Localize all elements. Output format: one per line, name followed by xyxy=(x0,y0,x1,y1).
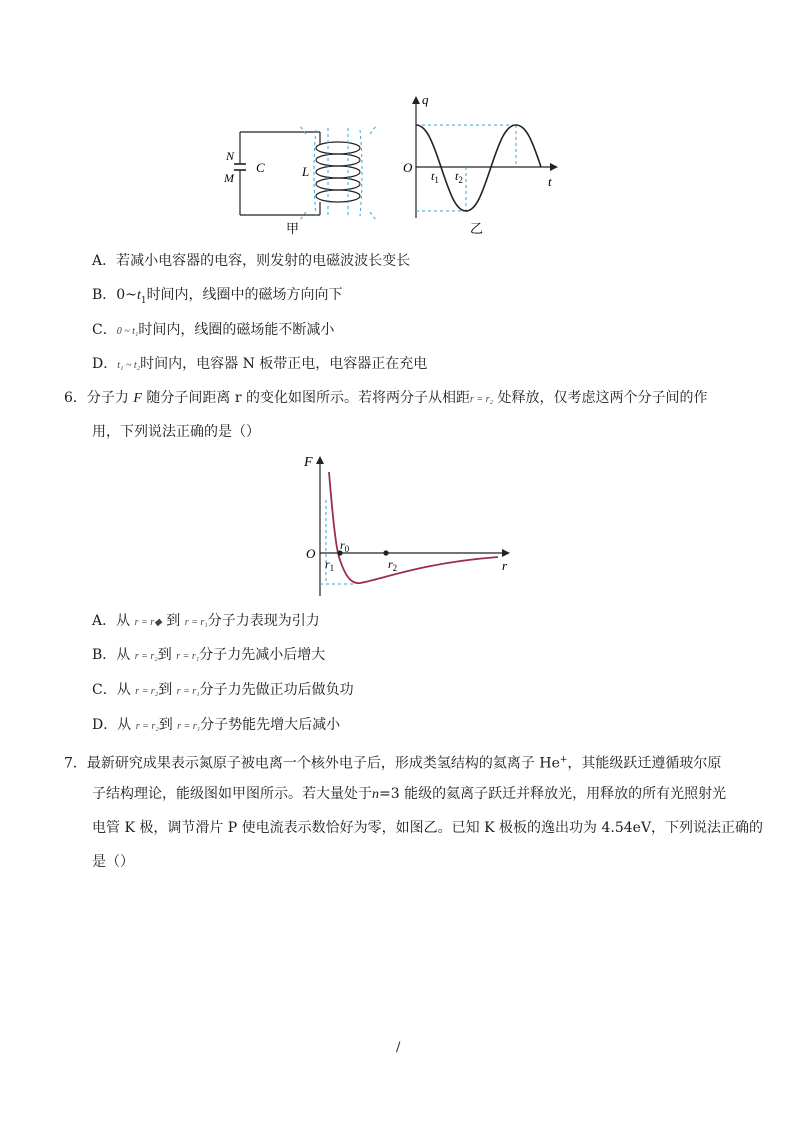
origin-label: O xyxy=(403,160,413,175)
lc-circuit-figure xyxy=(220,90,580,240)
q5-option-a: A．若减小电容器的电容，则发射的电磁波波长变长 xyxy=(92,253,411,269)
plate-n-label: N xyxy=(226,149,235,163)
t-axis-label: t xyxy=(548,174,552,189)
q6-stem-line1: 6．分子力 F 随分子间距离 r 的变化如图所示。若将两分子从相距r = r₂ 处释放，仅考虑这两个分子间的作 xyxy=(64,390,708,406)
q6-option-d: D．从 r = r₂到 r = r₁分子势能先增大后减小 xyxy=(92,717,341,733)
q7-stem-line2: 子结构理论，能级图如甲图所示。若大量处于n=3 能级的氦离子跃迁并释放光，用释放的所有光照射光 xyxy=(92,786,727,802)
r-axis-label: r xyxy=(502,558,508,573)
inductor-l-label: L xyxy=(302,164,310,179)
q6-stem-line2: 用，下列说法正确的是（） xyxy=(92,424,260,440)
r1-label: $r_1$ xyxy=(325,557,335,573)
lc-circuit-diagram xyxy=(234,132,360,215)
molecular-force-curve xyxy=(329,472,498,583)
q7-stem-line3: 电管 K 极，调节滑片 P 使电流表示数恰好为零，如图乙。已知 K 极板的逸出功为 4.54eV，下列说法正确的 xyxy=(92,820,764,836)
q5-option-d: D．t₁ ~ t₂时间内，电容器 N 板带正电，电容器正在充电 xyxy=(92,356,428,372)
q5-option-b: B．$0\sim t_1$时间内，线圈中的磁场方向向下 xyxy=(92,287,343,306)
t2-label: $t_2$ xyxy=(455,169,463,185)
figure-yi-caption: 乙 xyxy=(470,221,484,236)
q-t-graph xyxy=(412,96,558,218)
magnetic-field-lines xyxy=(300,126,376,220)
q-t-curve xyxy=(416,125,541,211)
t1-label: $t_1$ xyxy=(431,169,439,185)
q6-option-c: C．从 r = r₂到 r = r₁分子力先做正功后做负功 xyxy=(92,682,354,698)
capacitor-c-label: C xyxy=(256,160,265,175)
q7-stem-line4: 是（） xyxy=(92,854,134,870)
f-axis-label: F xyxy=(304,455,313,470)
q7-stem-line1: 7．最新研究成果表示氮原子被电离一个核外电子后，形成类氢结构的氦离子 He+，其能级跃迁遵循玻尔原 xyxy=(64,755,722,772)
q5-option-c: C．0 ~ t₁时间内，线圈的磁场能不断减小 xyxy=(92,322,335,338)
plate-m-label: M xyxy=(224,171,234,185)
q-axis-label: q xyxy=(422,92,429,107)
q6-option-b: B．从 r = r₂到 r = r₁分子力先减小后增大 xyxy=(92,647,326,663)
r0-label: $r_0$ xyxy=(340,538,350,554)
figure-jia-caption: 甲 xyxy=(286,221,300,236)
force-distance-graph xyxy=(300,450,520,600)
r2-label: $r_2$ xyxy=(388,557,398,573)
origin-label: O xyxy=(306,546,316,561)
q6-option-a: A．从 r = r◆ 到 r = r₁分子力表现为引力 xyxy=(92,613,320,629)
page-number: / xyxy=(396,1040,401,1055)
